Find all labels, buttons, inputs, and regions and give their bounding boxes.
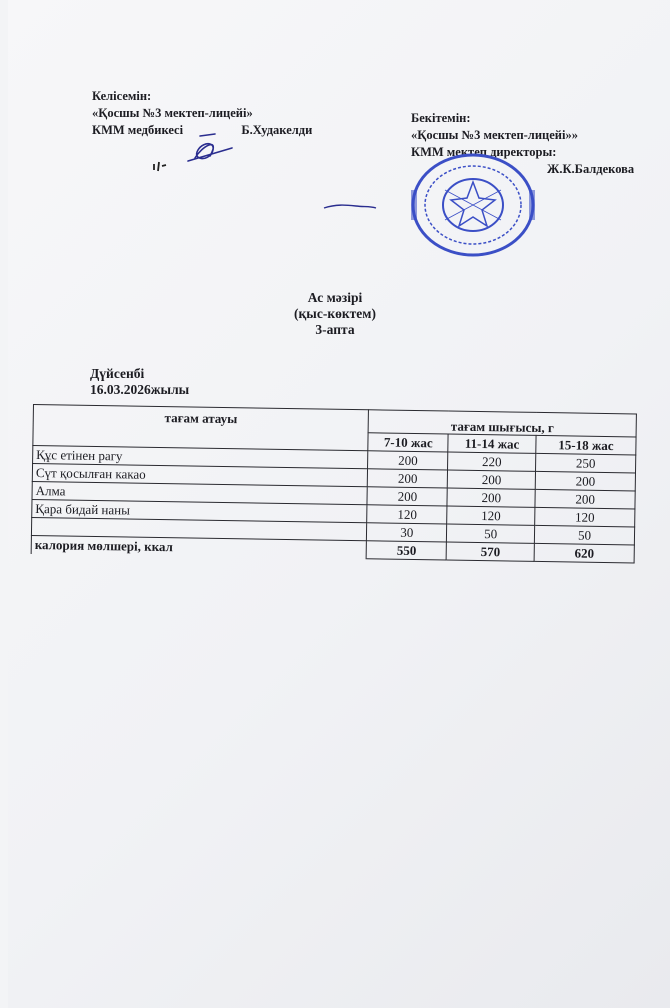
dish-amount: 200 <box>368 451 448 470</box>
dish-amount: 30 <box>367 523 447 542</box>
menu-week: 3-апта <box>315 322 355 337</box>
dish-amount: 200 <box>367 487 447 506</box>
dish-name: Қара бидай наны <box>32 499 368 522</box>
confirm-name: Ж.К.Балдекова <box>547 162 635 176</box>
dish-amount: 120 <box>535 507 635 527</box>
dish-amount: 120 <box>447 506 535 525</box>
dish-amount: 250 <box>536 453 636 473</box>
approval-org: «Қосшы №3 мектеп-лицейі» <box>92 106 253 120</box>
total-calories: 620 <box>534 543 634 563</box>
official-stamp-icon <box>405 150 545 260</box>
approval-heading: Келісемін: <box>92 89 152 103</box>
dish-name: Сүт қосылған какао <box>32 464 368 487</box>
approval-name: Б.Худакелди <box>241 123 313 137</box>
day-block <box>90 366 189 398</box>
header-age-1: 7-10 жас <box>368 433 448 452</box>
menu-season: (қыс-көктем) <box>294 306 376 321</box>
day-date: 16.03.2026жылы <box>90 382 190 397</box>
dish-amount: 200 <box>535 489 635 509</box>
dish-amount: 200 <box>535 471 635 491</box>
dish-amount: 120 <box>367 505 447 524</box>
menu-table <box>31 404 637 563</box>
header-age-3: 15-18 жас <box>536 435 636 455</box>
dish-amount: 200 <box>447 488 535 507</box>
header-dish: тағам атауы <box>33 405 369 451</box>
dish-amount: 220 <box>448 452 536 471</box>
day-name: Дүйсенбі <box>90 366 145 381</box>
dish-amount: 50 <box>447 524 535 543</box>
total-label: калория мөлшері, ккал <box>31 535 367 558</box>
director-signature-icon <box>320 196 380 216</box>
dish-name: Құс етінен рагу <box>33 446 369 469</box>
total-calories: 570 <box>446 542 534 561</box>
confirm-position: КММ мектеп директоры: <box>411 145 557 159</box>
dish-name: Алма <box>32 481 368 504</box>
nurse-signature-icon <box>140 128 250 173</box>
confirm-org: «Қосшы №3 мектеп-лицейі»» <box>411 128 578 142</box>
dish-amount: 200 <box>447 470 535 489</box>
confirm-heading: Бекітемін: <box>411 111 471 125</box>
header-age-2: 11-14 жас <box>448 434 536 453</box>
menu-title: Ас мәзірі <box>307 290 363 305</box>
dish-amount: 200 <box>368 469 448 488</box>
dish-amount: 50 <box>534 525 634 545</box>
total-calories: 550 <box>367 541 447 560</box>
header-output: тағам шығысы, г <box>368 410 636 437</box>
approval-position: КММ медбикесі <box>92 123 184 137</box>
